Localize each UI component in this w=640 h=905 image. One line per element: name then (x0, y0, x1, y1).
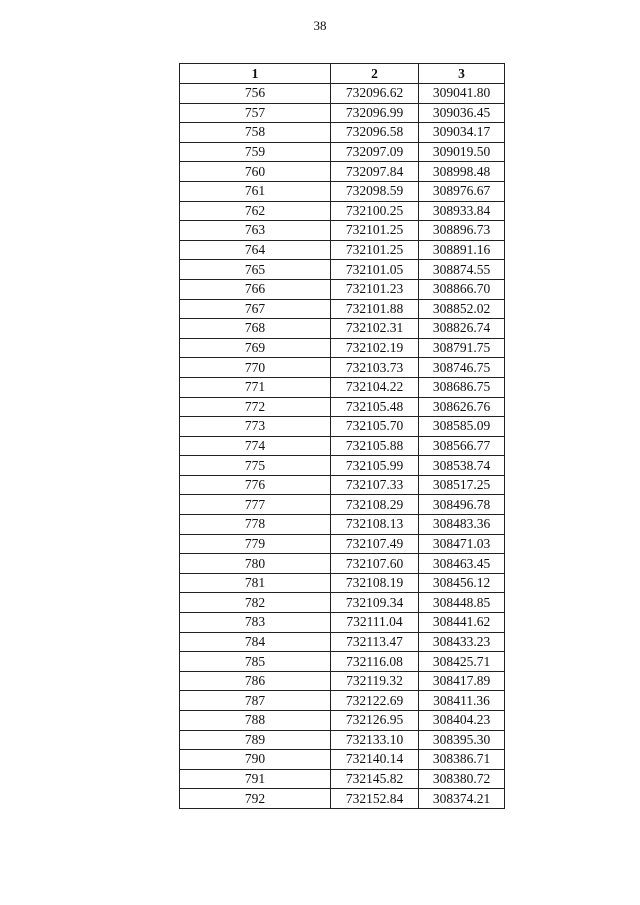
point-number-cell: 781 (180, 573, 331, 593)
y-coordinate-cell: 308483.36 (419, 515, 505, 535)
y-coordinate-cell: 308425.71 (419, 652, 505, 672)
table-row (180, 475, 505, 495)
y-coordinate-cell: 308411.36 (419, 691, 505, 711)
point-number-cell: 791 (180, 769, 331, 789)
table-row (180, 554, 505, 574)
x-coordinate-cell: 732097.09 (331, 142, 419, 162)
point-number-cell: 783 (180, 613, 331, 633)
y-coordinate-cell: 308386.71 (419, 750, 505, 770)
y-coordinate-cell: 308585.09 (419, 417, 505, 437)
point-number-cell: 770 (180, 358, 331, 378)
y-coordinate-cell: 308448.85 (419, 593, 505, 613)
point-number-cell: 760 (180, 162, 331, 182)
x-coordinate-cell: 732101.05 (331, 260, 419, 280)
y-coordinate-cell: 308746.75 (419, 358, 505, 378)
y-coordinate-cell: 308626.76 (419, 397, 505, 417)
table-row (180, 319, 505, 339)
x-coordinate-cell: 732104.22 (331, 377, 419, 397)
point-number-cell: 764 (180, 240, 331, 260)
y-coordinate-cell: 308976.67 (419, 181, 505, 201)
column-header-1: 1 (180, 64, 331, 84)
table-row (180, 573, 505, 593)
table-row (180, 417, 505, 437)
y-coordinate-cell: 308866.70 (419, 279, 505, 299)
y-coordinate-cell: 309034.17 (419, 123, 505, 143)
table-row (180, 221, 505, 241)
table-row (180, 84, 505, 104)
x-coordinate-cell: 732108.19 (331, 573, 419, 593)
column-header-3: 3 (419, 64, 505, 84)
y-coordinate-cell: 308998.48 (419, 162, 505, 182)
x-coordinate-cell: 732126.95 (331, 711, 419, 731)
x-coordinate-cell: 732108.13 (331, 515, 419, 535)
point-number-cell: 774 (180, 436, 331, 456)
y-coordinate-cell: 308374.21 (419, 789, 505, 809)
table-row (180, 769, 505, 789)
y-coordinate-cell: 308433.23 (419, 632, 505, 652)
point-number-cell: 762 (180, 201, 331, 221)
point-number-cell: 779 (180, 534, 331, 554)
table-row (180, 495, 505, 515)
point-number-cell: 785 (180, 652, 331, 672)
table-row (180, 240, 505, 260)
table-row (180, 181, 505, 201)
x-coordinate-cell: 732145.82 (331, 769, 419, 789)
y-coordinate-cell: 308538.74 (419, 456, 505, 476)
table-row (180, 456, 505, 476)
y-coordinate-cell: 309036.45 (419, 103, 505, 123)
x-coordinate-cell: 732116.08 (331, 652, 419, 672)
table-row (180, 652, 505, 672)
point-number-cell: 761 (180, 181, 331, 201)
x-coordinate-cell: 732105.70 (331, 417, 419, 437)
table-row (180, 711, 505, 731)
x-coordinate-cell: 732096.58 (331, 123, 419, 143)
table-row (180, 358, 505, 378)
table-row (180, 750, 505, 770)
point-number-cell: 759 (180, 142, 331, 162)
y-coordinate-cell: 308456.12 (419, 573, 505, 593)
page-number: 38 (313, 18, 327, 33)
x-coordinate-cell: 732140.14 (331, 750, 419, 770)
y-coordinate-cell: 308471.03 (419, 534, 505, 554)
table-row (180, 201, 505, 221)
table-row (180, 789, 505, 809)
x-coordinate-cell: 732101.23 (331, 279, 419, 299)
y-coordinate-cell: 308566.77 (419, 436, 505, 456)
y-coordinate-cell: 309041.80 (419, 84, 505, 104)
point-number-cell: 790 (180, 750, 331, 770)
point-number-cell: 771 (180, 377, 331, 397)
point-number-cell: 763 (180, 221, 331, 241)
x-coordinate-cell: 732102.31 (331, 319, 419, 339)
y-coordinate-cell: 308496.78 (419, 495, 505, 515)
x-coordinate-cell: 732111.04 (331, 613, 419, 633)
point-number-cell: 780 (180, 554, 331, 574)
y-coordinate-cell: 308826.74 (419, 319, 505, 339)
point-number-cell: 778 (180, 515, 331, 535)
x-coordinate-cell: 732096.99 (331, 103, 419, 123)
y-coordinate-cell: 308463.45 (419, 554, 505, 574)
column-header-2: 2 (331, 64, 419, 84)
point-number-cell: 789 (180, 730, 331, 750)
table-row (180, 377, 505, 397)
table-row (180, 632, 505, 652)
y-coordinate-cell: 308417.89 (419, 671, 505, 691)
table-row (180, 515, 505, 535)
table-row (180, 671, 505, 691)
point-number-cell: 765 (180, 260, 331, 280)
y-coordinate-cell: 309019.50 (419, 142, 505, 162)
x-coordinate-cell: 732101.25 (331, 221, 419, 241)
table-row (180, 103, 505, 123)
point-number-cell: 766 (180, 279, 331, 299)
table-row (180, 279, 505, 299)
x-coordinate-cell: 732122.69 (331, 691, 419, 711)
y-coordinate-cell: 308380.72 (419, 769, 505, 789)
table-body (180, 84, 505, 809)
table-row (180, 162, 505, 182)
x-coordinate-cell: 732152.84 (331, 789, 419, 809)
table-row (180, 260, 505, 280)
table-row (180, 299, 505, 319)
x-coordinate-cell: 732098.59 (331, 181, 419, 201)
x-coordinate-cell: 732107.49 (331, 534, 419, 554)
x-coordinate-cell: 732107.60 (331, 554, 419, 574)
y-coordinate-cell: 308874.55 (419, 260, 505, 280)
point-number-cell: 777 (180, 495, 331, 515)
coordinates-table (179, 63, 505, 809)
y-coordinate-cell: 308441.62 (419, 613, 505, 633)
point-number-cell: 772 (180, 397, 331, 417)
point-number-cell: 792 (180, 789, 331, 809)
header-row (180, 64, 505, 84)
point-number-cell: 758 (180, 123, 331, 143)
table-row (180, 593, 505, 613)
point-number-cell: 784 (180, 632, 331, 652)
point-number-cell: 788 (180, 711, 331, 731)
x-coordinate-cell: 732113.47 (331, 632, 419, 652)
y-coordinate-cell: 308686.75 (419, 377, 505, 397)
x-coordinate-cell: 732105.99 (331, 456, 419, 476)
point-number-cell: 775 (180, 456, 331, 476)
x-coordinate-cell: 732103.73 (331, 358, 419, 378)
x-coordinate-cell: 732101.88 (331, 299, 419, 319)
y-coordinate-cell: 308395.30 (419, 730, 505, 750)
table-row (180, 534, 505, 554)
point-number-cell: 767 (180, 299, 331, 319)
x-coordinate-cell: 732107.33 (331, 475, 419, 495)
point-number-cell: 769 (180, 338, 331, 358)
point-number-cell: 768 (180, 319, 331, 339)
x-coordinate-cell: 732100.25 (331, 201, 419, 221)
x-coordinate-cell: 732133.10 (331, 730, 419, 750)
point-number-cell: 786 (180, 671, 331, 691)
table-row (180, 613, 505, 633)
table-row (180, 142, 505, 162)
y-coordinate-cell: 308852.02 (419, 299, 505, 319)
y-coordinate-cell: 308896.73 (419, 221, 505, 241)
x-coordinate-cell: 732119.32 (331, 671, 419, 691)
x-coordinate-cell: 732101.25 (331, 240, 419, 260)
point-number-cell: 756 (180, 84, 331, 104)
y-coordinate-cell: 308517.25 (419, 475, 505, 495)
y-coordinate-cell: 308933.84 (419, 201, 505, 221)
point-number-cell: 782 (180, 593, 331, 613)
x-coordinate-cell: 732102.19 (331, 338, 419, 358)
x-coordinate-cell: 732097.84 (331, 162, 419, 182)
table-row (180, 691, 505, 711)
x-coordinate-cell: 732108.29 (331, 495, 419, 515)
point-number-cell: 776 (180, 475, 331, 495)
x-coordinate-cell: 732096.62 (331, 84, 419, 104)
table-row (180, 436, 505, 456)
y-coordinate-cell: 308891.16 (419, 240, 505, 260)
x-coordinate-cell: 732109.34 (331, 593, 419, 613)
table-row (180, 397, 505, 417)
point-number-cell: 757 (180, 103, 331, 123)
y-coordinate-cell: 308791.75 (419, 338, 505, 358)
table-row (180, 338, 505, 358)
table-row (180, 730, 505, 750)
x-coordinate-cell: 732105.48 (331, 397, 419, 417)
point-number-cell: 773 (180, 417, 331, 437)
x-coordinate-cell: 732105.88 (331, 436, 419, 456)
y-coordinate-cell: 308404.23 (419, 711, 505, 731)
point-number-cell: 787 (180, 691, 331, 711)
table-row (180, 123, 505, 143)
